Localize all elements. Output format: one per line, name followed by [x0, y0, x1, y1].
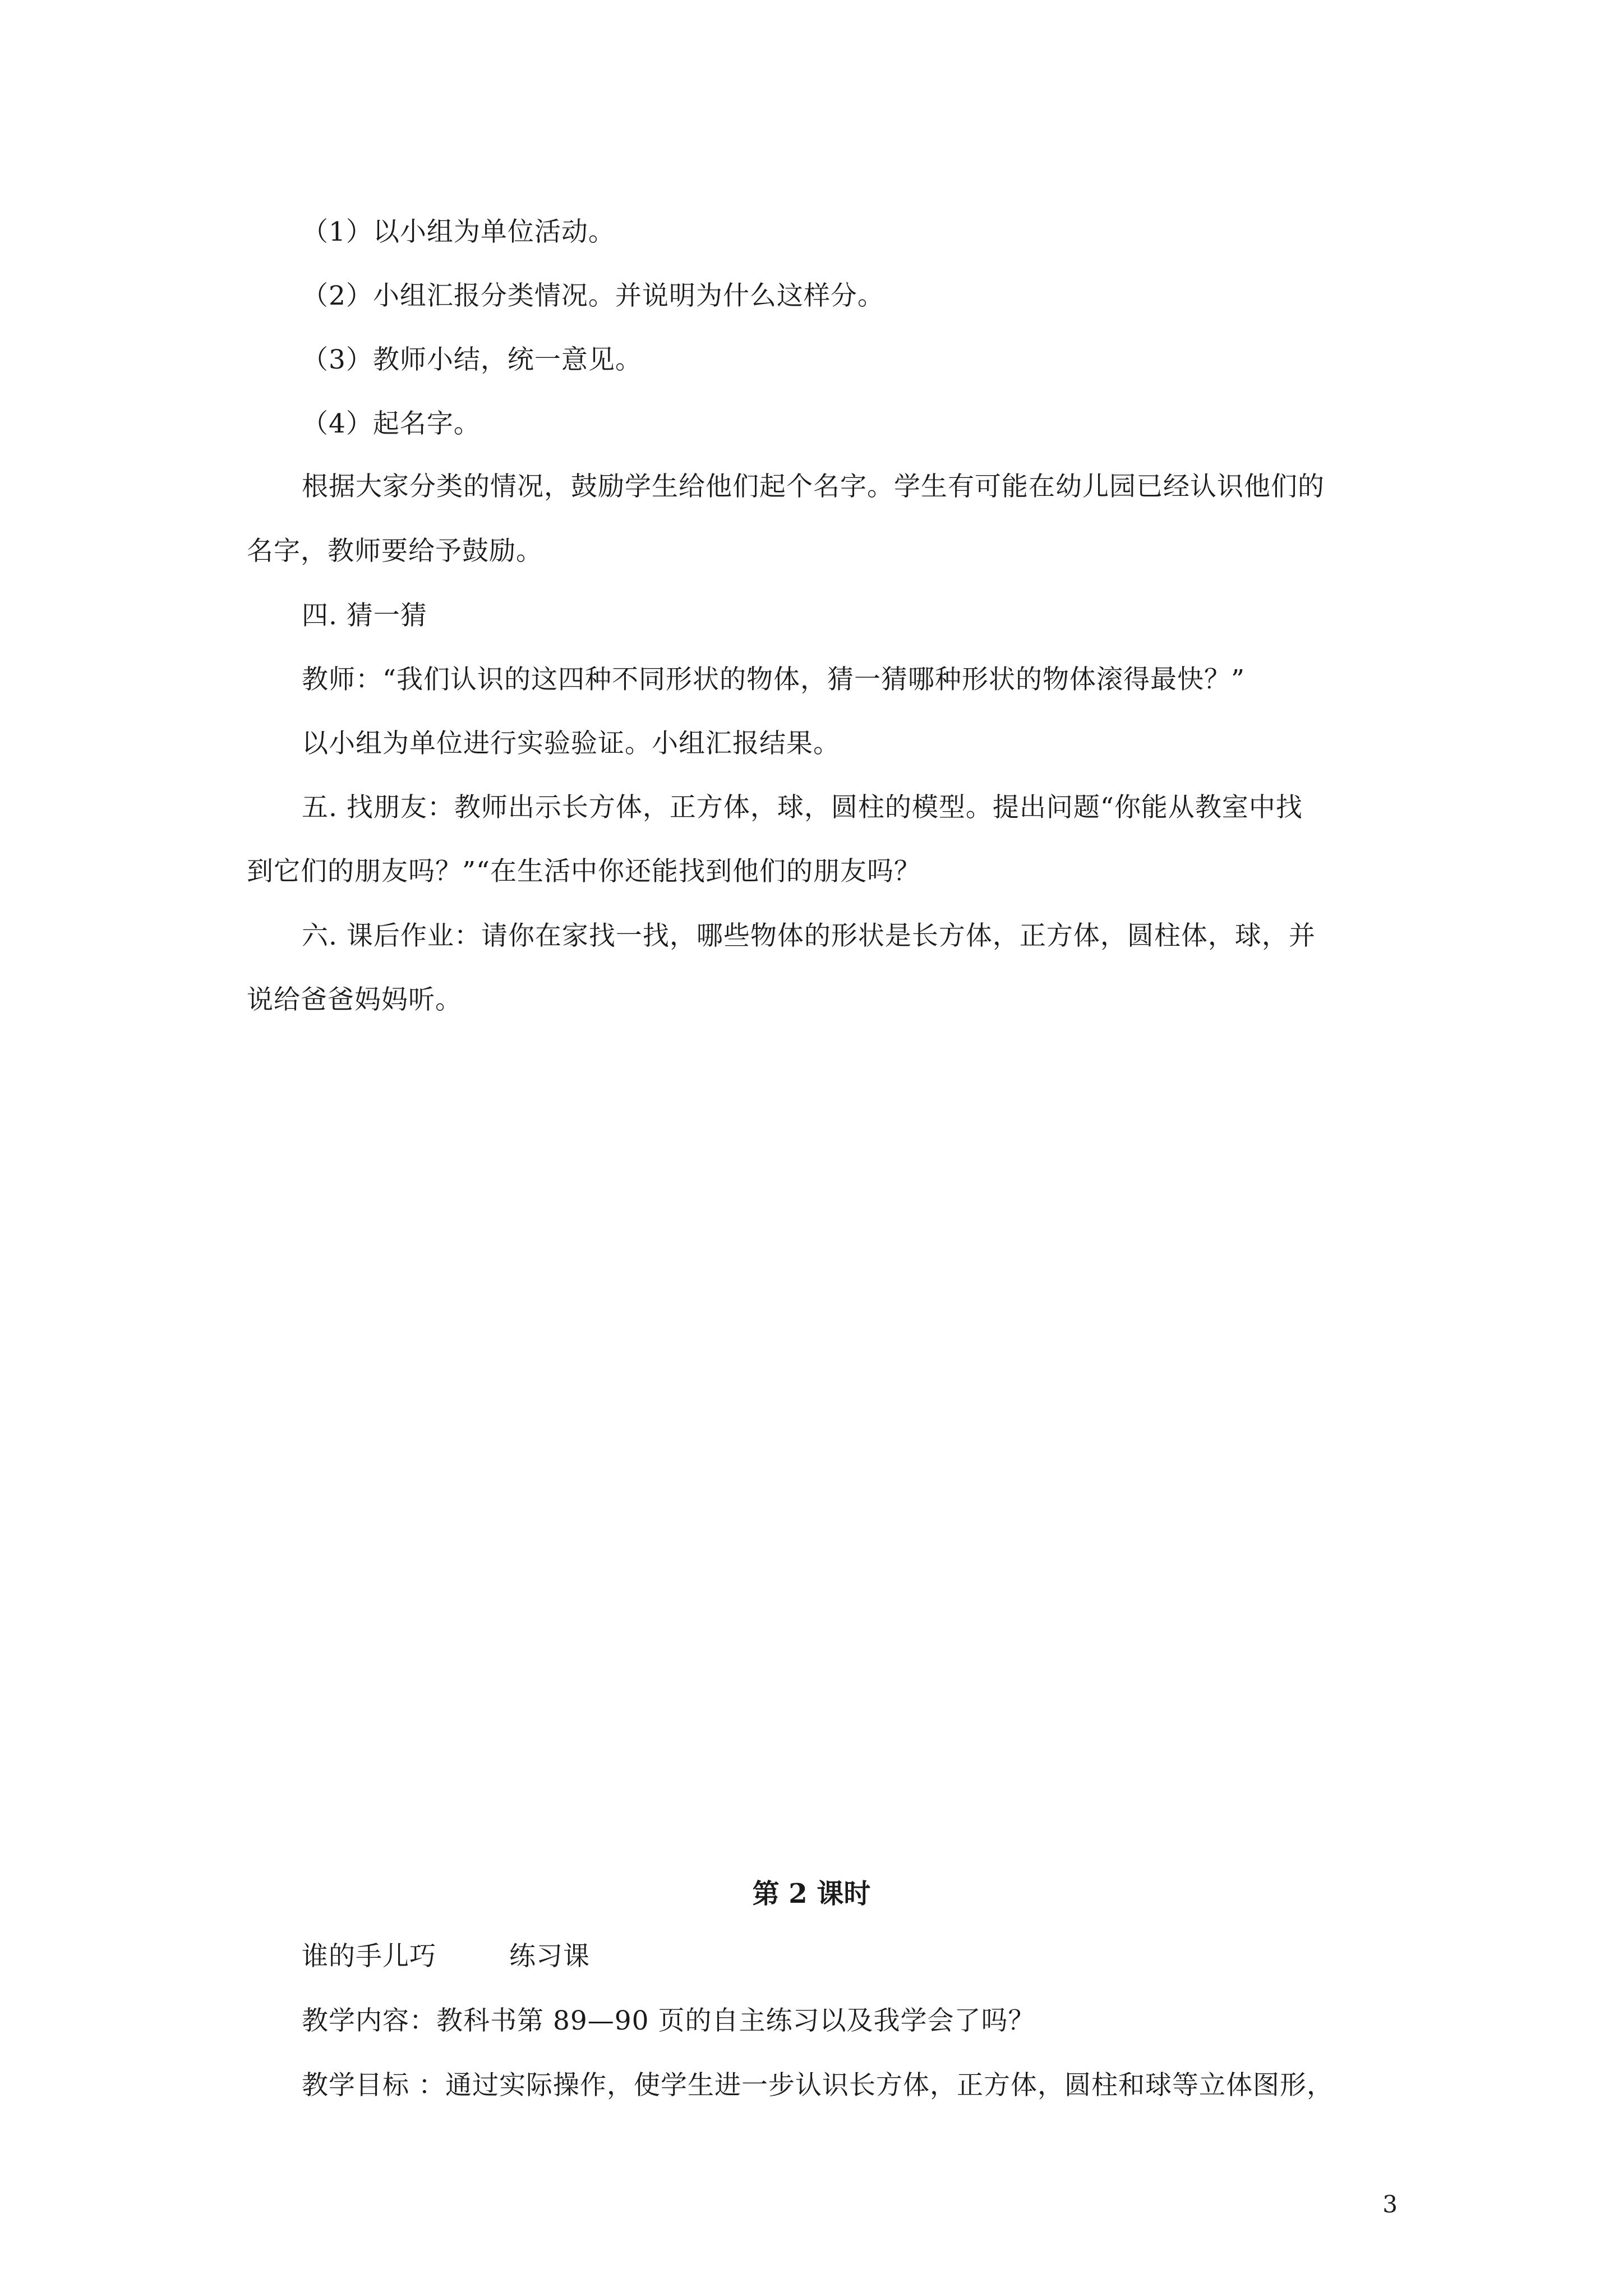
page-number: 3 [1382, 2191, 1398, 2218]
paragraph-friends-line1: 五. 找朋友：教师出示长方体，正方体，球，圆柱的模型。提出问题“你能从教室中找 [302, 792, 1303, 823]
lesson-title: 第 2 课时 [752, 1878, 871, 1910]
paragraph-guess-teacher: 教师：“我们认识的这四种不同形状的物体，猜一猜哪种形状的物体滚得最快？” [302, 664, 1246, 695]
paragraph-activity-2: （2）小组汇报分类情况。并说明为什么这样分。 [302, 280, 884, 311]
lesson-topic-line [302, 1940, 590, 1973]
paragraph-homework-line1: 六. 课后作业：请你在家找一找，哪些物体的形状是长方体，正方体，圆柱体，球，并 [302, 921, 1316, 951]
paragraph-guess-verify: 以小组为单位进行实验验证。小组汇报结果。 [302, 728, 840, 759]
lesson-topic: 谁的手儿巧 [302, 1941, 436, 1972]
paragraph-naming-line1: 根据大家分类的情况，鼓励学生给他们起个名字。学生有可能在幼儿园已经认识他们的 [302, 471, 1325, 502]
section-heading-guess: 四. 猜一猜 [302, 600, 427, 631]
teaching-content: 教学内容：教科书第 89—90 页的自主练习以及我学会了吗？ [302, 2005, 1035, 2036]
paragraph-friends-line2: 到它们的朋友吗？”“在生活中你还能找到他们的朋友吗？ [247, 856, 921, 887]
paragraph-homework-line2: 说给爸爸妈妈听。 [247, 984, 462, 1015]
lesson-type: 练习课 [509, 1941, 590, 1972]
paragraph-activity-3: （3）教师小结，统一意见。 [302, 344, 642, 375]
paragraph-activity-4: （4）起名字。 [302, 408, 481, 439]
paragraph-activity-1: （1）以小组为单位活动。 [302, 217, 615, 247]
teaching-goal: 教学目标 ：通过实际操作，使学生进一步认识长方体，正方体，圆柱和球等立体图形， [302, 2070, 1334, 2101]
paragraph-naming-line2: 名字，教师要给予鼓励。 [247, 536, 543, 567]
